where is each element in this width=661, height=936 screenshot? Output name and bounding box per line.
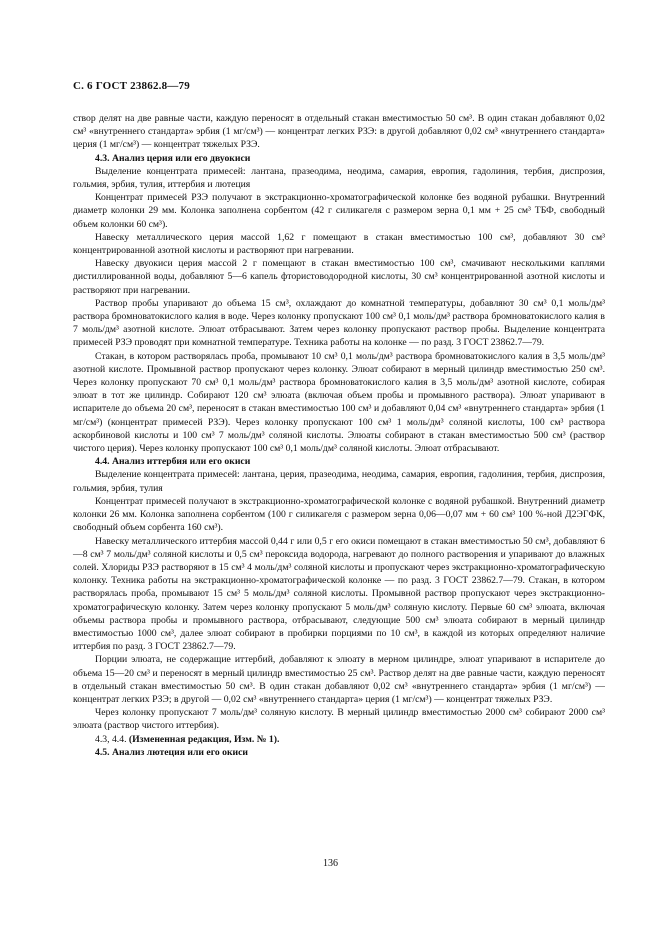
section-heading: 4.5. Анализ лютеция или его окиси xyxy=(95,746,249,758)
paragraph: Навеску металлического иттербия массой 0,44 г или 0,5 г его окиси помещают в стакан вместимостью 50 см³, добавляют 6—8 см³ 7 моль/дм³ соляной кислоты и 0,5 см³ пероксида водорода, нагревают до полного растворения и упаривают до влажных солей. Хлориды РЗЭ растворяют в 15 см³ 4 моль/дм³ соляной кислоты и пропускают через экстракционно-хроматографическую колонку. Техника работы на экстракционно-хроматографической колонке — по разд. 3 ГОСТ 23862.7—79. Стакан, в котором растворялась проба, промывают 15 см³ 5 моль/дм³ соляной кислоты. Промывной раствор пропускают через экстракционно-хроматографическую колонку. Затем через колонку пропускают 5 моль/дм³ соляную кислоту. Первые 60 см³ элюата, включая объемы раствора пробы и промывного раствора, отбрасывают, следующие 500 см³ элюата собирают в мерный цилиндр вместимостью 1000 см³, далее элюат собирают в пробирки порциями по 10 см³, в каждой из которых определяют наличие иттербия по разд. 3 ГОСТ 23862.7—79. xyxy=(73,535,605,653)
paragraph: Порции элюата, не содержащие иттербий, добавляют к элюату в мерном цилиндре, элюат упаривают в испарителе до объема 15—20 см³ и переносят в мерный цилиндр вместимостью 25 см³. Раствор делят на две равные части, каждую переносят в отдельный стакан вместимостью 50 см³. В один стакан добавляют 0,02 см³ «внутреннего стандарта» эрбия (1 мг/см³) — концентрат легких РЗЭ; в другой — 0,02 см³ «внутреннего стандарта» церия (1 мг/см³) — концентрат тяжелых РЗЭ. xyxy=(73,654,605,705)
amendment-prefix: 4.3, 4.4. xyxy=(95,733,129,745)
amendment-note xyxy=(73,733,605,746)
paragraph: Концентрат примесей получают в экстракционно-хроматографической колонке с водяной рубашкой. Внутренний диаметр колонки 26 мм. Колонка заполнена сорбентом (100 г силикагеля с размером зерна 0,06—0,07 мм + 60 см³ 100 %-ной Д2ЭГФК, свободный объем сорбента 160 см³). xyxy=(73,495,605,534)
paragraph: Через колонку пропускают 7 моль/дм³ соляную кислоту. В мерный цилиндр вместимостью 2000 см³ собирают 2000 см³ элюата (раствор чистого иттербия). xyxy=(73,707,605,732)
section-heading: 4.4. Анализ иттербия или его окиси xyxy=(95,456,251,468)
section-heading: 4.3. Анализ церия или его двуокиси xyxy=(95,152,251,164)
paragraph: Концентрат примесей РЗЭ получают в экстракционно-хроматографической колонке без водяной рубашки. Внутренний диаметр колонки 29 мм. Колонка заполнена сорбентом (42 г силикагеля с размером зерна 0,1 мм + 25 см³ ТБФ, свободный объем колонки 60 см³). xyxy=(73,192,605,230)
paragraph: Стакан, в котором растворялась проба, промывают 10 см³ 0,1 моль/дм³ раствора бромноватокислого калия в 3,5 моль/дм³ азотной кислоте. Промывной раствор пропускают через колонку. Элюат собирают в мерный цилиндр вместимостью 250 см³. Через колонку пропускают 70 см³ 0,1 моль/дм³ раствора бромноватокислого калия в 3,5 моль/дм³ азотной кислоте, собирая элюат в тот же цилиндр. Собирают 120 см³ элюата (включая объем пробы и промывного раствора). Элюат упаривают в испарителе до объема 20 см³, переносят в стакан вместимостью 100 см³ и добавляют 0,04 см³ «внутреннего стандарта» эрбия (1 мг/см³) (концентрат примесей РЗЭ). Через колонку пропускают 100 см³ 1 моль/дм³ соляной кислоты, 100 см³ раствора аскорбиновой кислоты и 100 см³ 7 моль/дм³ соляной кислоты. Элюаты собирают в стакан вместимостью 500 см³ (раствор чистого церия). Через колонку пропускают 100 см³ 0,1 моль/дм³ соляной кислоты. Элюат отбрасывают. xyxy=(73,350,605,455)
paragraph: Навеску металлического церия массой 1,62 г помещают в стакан вместимостью 100 см³, добавляют 30 см³ концентрированной азотной кислоты и растворяют при нагревании. xyxy=(73,231,605,257)
paragraph: створ делят на две равные части, каждую переносят в отдельный стакан вместимостью 50 см³. В один стакан добавляют 0,02 см³ «внутреннего стандарта» эрбия (1 мг/см³) — концентрат легких РЗЭ: в другой добавляют 0,02 см³ «внутреннего стандарта» церия (1 мг/см³) — концентрат тяжелых РЗЭ. xyxy=(73,113,605,151)
paragraph: Раствор пробы упаривают до объема 15 см³, охлаждают до комнатной температуры, добавляют 30 см³ 0,1 моль/дм³ раствора бромноватокислого калия в воде. Через колонку пропускают 100 см³ 0,1 моль/дм³ раствора бромноватокислого калия в 7 моль/дм³ азотной кислоте. Элюат отбрасывают. Затем через колонку пропускают раствор пробы. Выделение концентрата примесей РЗЭ проводят при комнатной температуре. Техника работы на колонке — по разд. 3 ГОСТ 23862.7—79. xyxy=(73,297,605,349)
paragraph: Навеску двуокиси церия массой 2 г помещают в стакан вместимостью 100 см³, смачивают несколькими каплями дистиллированной воды, добавляют 5—6 капель фтористоводородной кислоты, 30 см³ концентрированной азотной кислоты и растворяют при нагревании. xyxy=(73,258,605,296)
paragraph: Выделение концентрата примесей: лантана, церия, празеодима, неодима, самария, европия, гадолиния, тербия, диспрозия, гольмия, эрбия, тулия xyxy=(73,469,605,494)
document-body xyxy=(73,112,605,759)
page-header: С. 6 ГОСТ 23862.8—79 xyxy=(73,80,190,92)
amendment-bold: (Измененная редакция, Изм. № 1). xyxy=(128,733,280,745)
page-number: 136 xyxy=(323,858,338,869)
paragraph: Выделение концентрата примесей: лантана, празеодима, неодима, самария, европия, гадолиния, тербия, диспрозия, гольмия, эрбия, тулия, иттербия и лютеция xyxy=(73,165,605,191)
